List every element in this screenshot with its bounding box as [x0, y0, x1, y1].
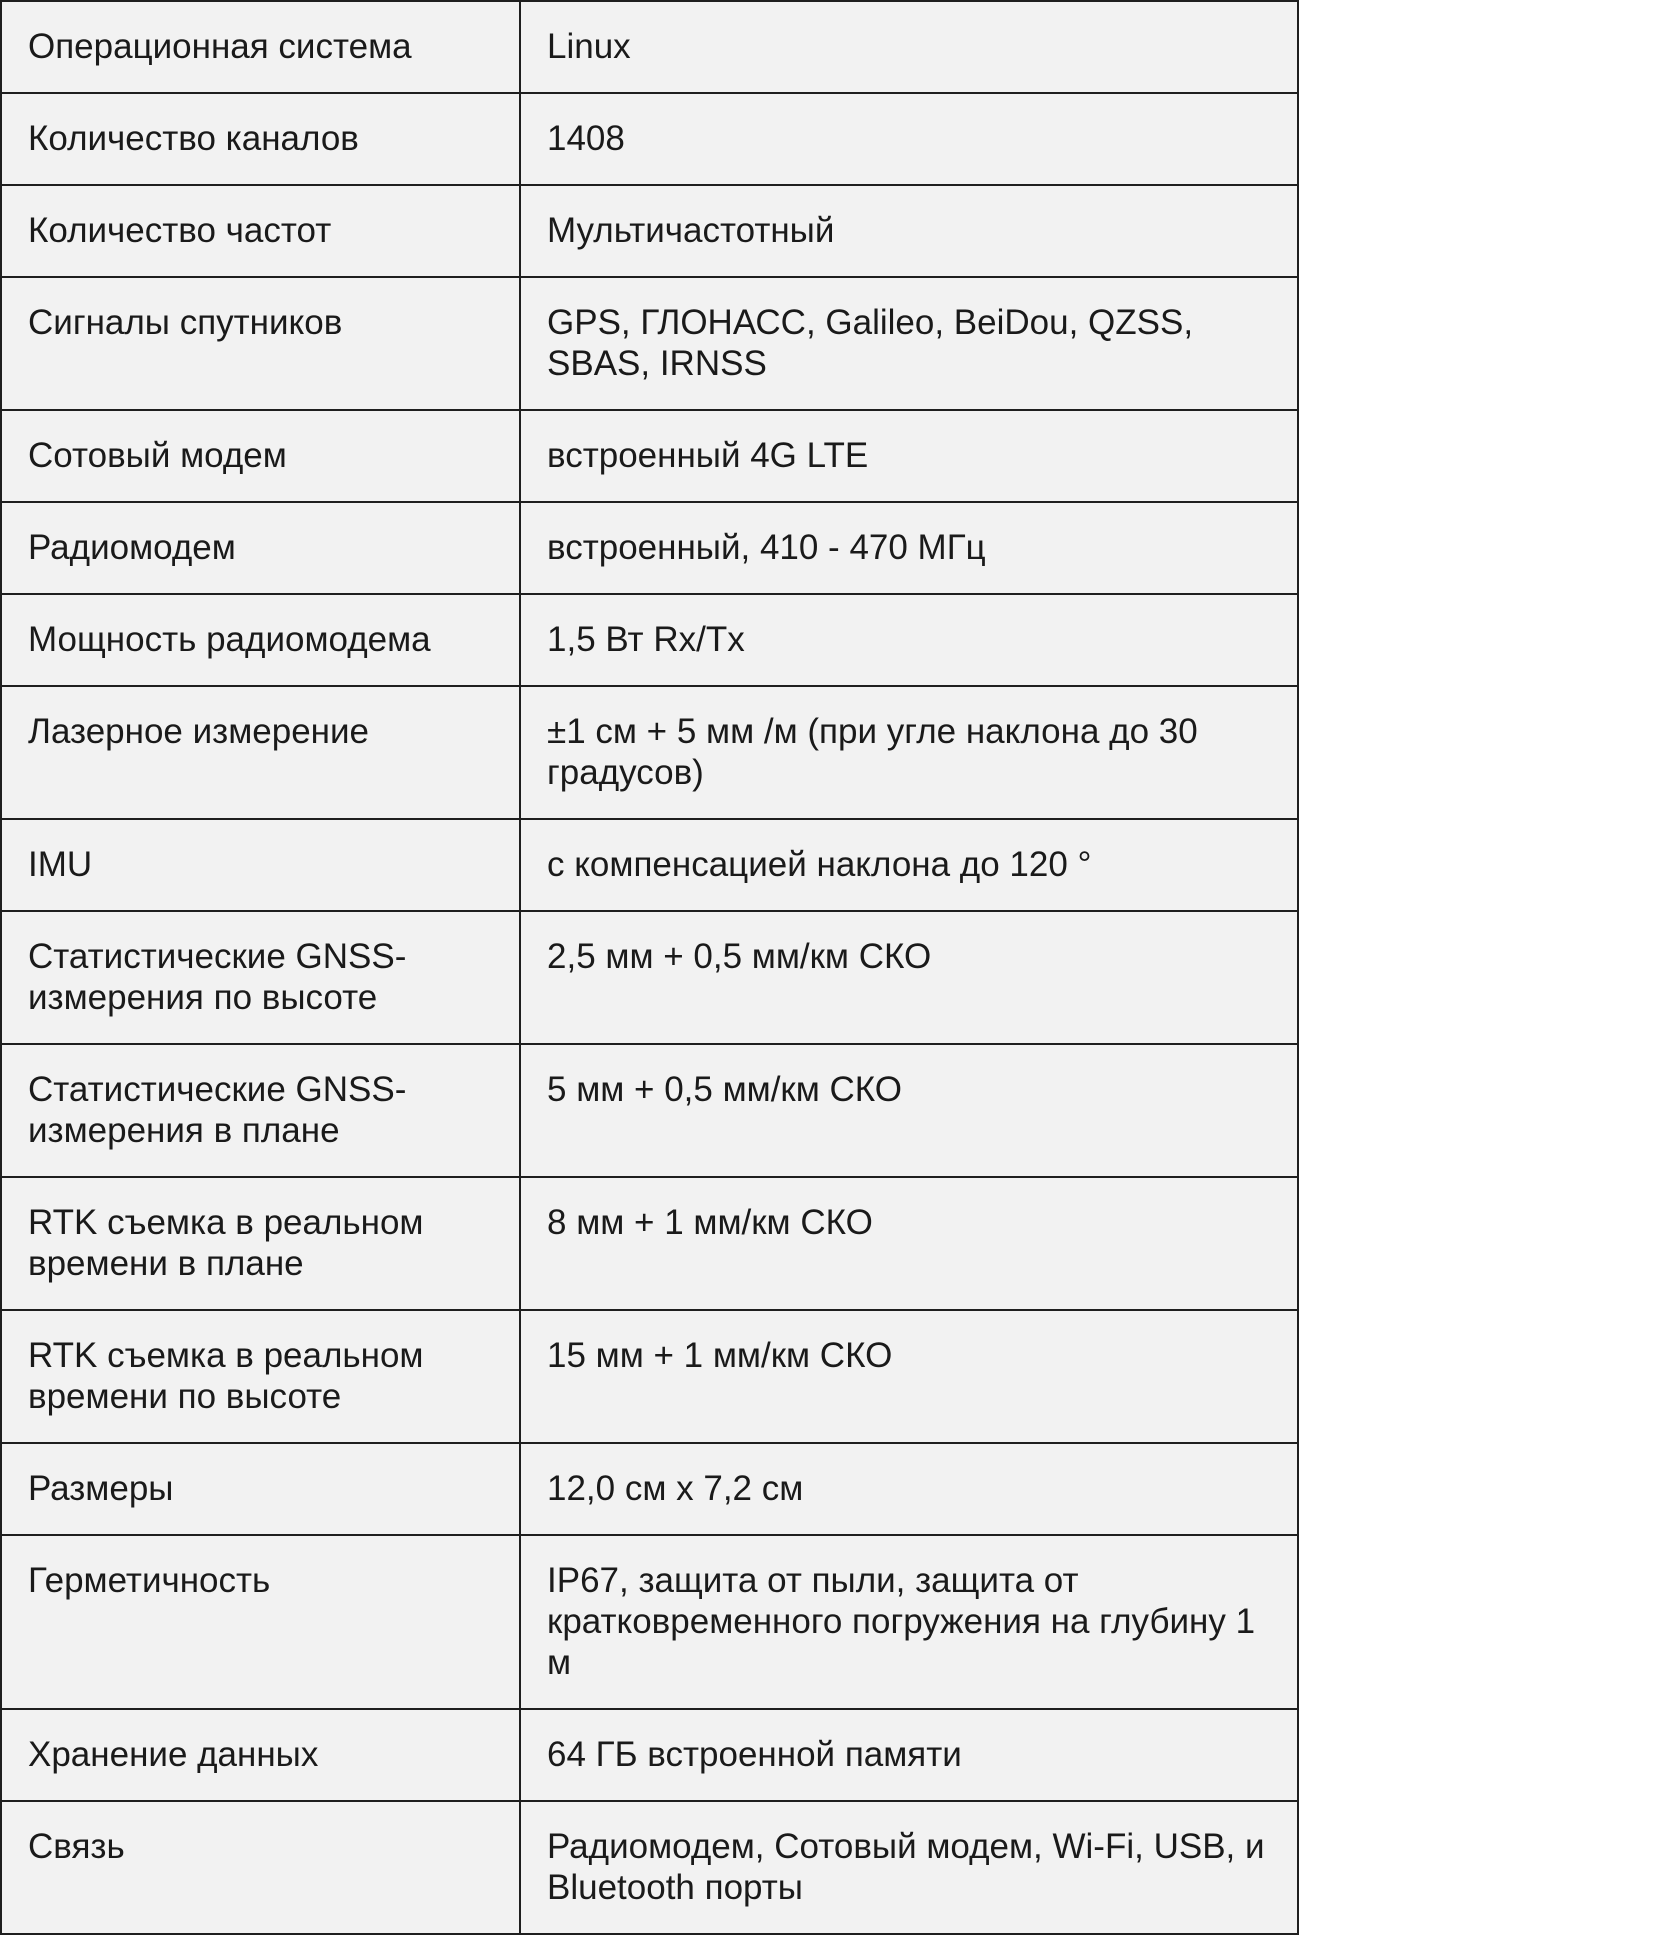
table-row	[1, 1443, 1298, 1535]
spec-value: встроенный, 410 - 470 МГц	[520, 502, 1298, 594]
spec-value: Linux	[520, 1, 1298, 93]
spec-value: 2,5 мм + 0,5 мм/км СКО	[520, 911, 1298, 1044]
table-row	[1, 1535, 1298, 1709]
spec-label: Сигналы спутников	[1, 277, 520, 410]
table-row	[1, 686, 1298, 819]
spec-value: IP67, защита от пыли, защита от кратковременного погружения на глубину 1 м	[520, 1535, 1298, 1709]
table-row	[1, 1801, 1298, 1934]
table-row	[1, 1044, 1298, 1177]
spec-label: Лазерное измерение	[1, 686, 520, 819]
spec-label: Связь	[1, 1801, 520, 1934]
spec-label: Операционная система	[1, 1, 520, 93]
spec-value: 64 ГБ встроенной памяти	[520, 1709, 1298, 1801]
table-row	[1, 819, 1298, 911]
spec-value: 5 мм + 0,5 мм/км СКО	[520, 1044, 1298, 1177]
table-row	[1, 502, 1298, 594]
spec-label: Статистические GNSS-измерения по высоте	[1, 911, 520, 1044]
spec-label: RTK съемка в реальном времени по высоте	[1, 1310, 520, 1443]
table-row	[1, 1177, 1298, 1310]
spec-value: с компенсацией наклона до 120 °	[520, 819, 1298, 911]
spec-label: Хранение данных	[1, 1709, 520, 1801]
spec-label: Размеры	[1, 1443, 520, 1535]
table-row	[1, 277, 1298, 410]
spec-value: 8 мм + 1 мм/км СКО	[520, 1177, 1298, 1310]
spec-label: Сотовый модем	[1, 410, 520, 502]
table-row	[1, 410, 1298, 502]
spec-label: Мощность радиомодема	[1, 594, 520, 686]
spec-label: IMU	[1, 819, 520, 911]
table-row	[1, 185, 1298, 277]
spec-value: Радиомодем, Сотовый модем, Wi-Fi, USB, и Bluetooth порты	[520, 1801, 1298, 1934]
spec-value: GPS, ГЛОНАСС, Galileo, BeiDou, QZSS, SBAS, IRNSS	[520, 277, 1298, 410]
spec-value: 1408	[520, 93, 1298, 185]
table-row	[1, 1, 1298, 93]
table-row	[1, 594, 1298, 686]
spec-label: Радиомодем	[1, 502, 520, 594]
spec-value: 1,5 Вт Rx/Tx	[520, 594, 1298, 686]
spec-value: 12,0 см x 7,2 см	[520, 1443, 1298, 1535]
spec-label: Герметичность	[1, 1535, 520, 1709]
table-row	[1, 911, 1298, 1044]
spec-label: Статистические GNSS-измерения в плане	[1, 1044, 520, 1177]
spec-value: 15 мм + 1 мм/км СКО	[520, 1310, 1298, 1443]
spec-value: Мультичастотный	[520, 185, 1298, 277]
spec-label: Количество каналов	[1, 93, 520, 185]
table-row	[1, 1709, 1298, 1801]
spec-label: RTK съемка в реальном времени в плане	[1, 1177, 520, 1310]
table-row	[1, 93, 1298, 185]
table-row	[1, 1310, 1298, 1443]
spec-value: встроенный 4G LTE	[520, 410, 1298, 502]
spec-value: ±1 см + 5 мм /м (при угле наклона до 30 градусов)	[520, 686, 1298, 819]
spec-label: Количество частот	[1, 185, 520, 277]
